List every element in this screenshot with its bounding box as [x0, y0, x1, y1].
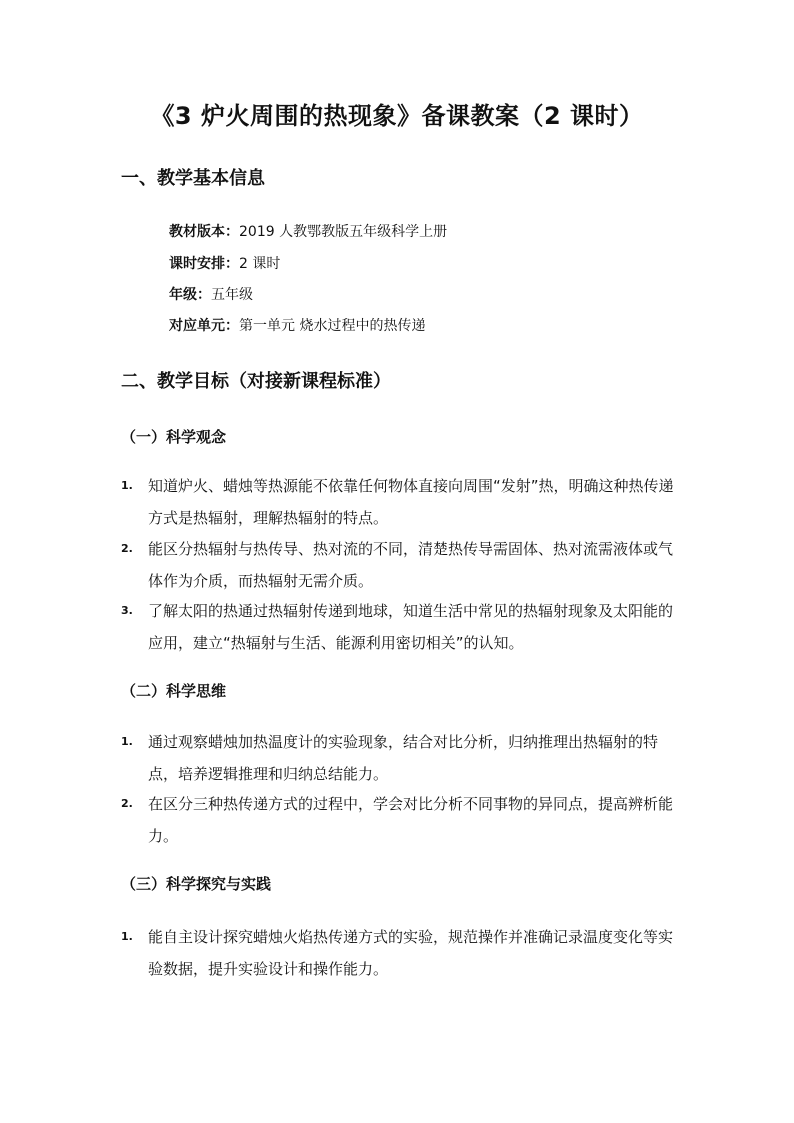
document-title: 《3 炉火周围的热现象》备课教案（2 课时）	[150, 102, 644, 130]
subsection-heading-science-concepts: （一）科学观念	[121, 428, 227, 446]
subsection-heading-science-thinking: （二）科学思维	[121, 682, 227, 700]
section-heading-teaching-goals: 二、教学目标（对接新课程标准）	[121, 371, 391, 392]
list-item	[121, 921, 681, 985]
info-key: 对应单元：	[169, 318, 239, 334]
info-row-unit	[169, 315, 425, 337]
list-item-text: 在区分三种热传递方式的过程中，学会对比分析不同事物的异同点，提高辨析能力。	[148, 795, 674, 845]
list-item	[121, 788, 681, 852]
list-item-number: 1.	[121, 479, 133, 492]
info-value: 2019 人教鄂教版五年级科学上册	[239, 224, 448, 240]
list-item-number: 3.	[121, 604, 133, 617]
list-item	[121, 595, 681, 659]
info-key: 课时安排：	[169, 256, 239, 272]
section-heading-basic-info: 一、教学基本信息	[121, 168, 265, 189]
list-item	[121, 726, 681, 790]
list-item	[121, 533, 681, 597]
info-row-textbook	[169, 221, 447, 243]
list-item-number: 2.	[121, 542, 133, 555]
list-item-text: 能自主设计探究蜡烛火焰热传递方式的实验，规范操作并准确记录温度变化等实验数据，提升实验设计和操作能力。	[148, 928, 674, 978]
info-row-schedule	[169, 253, 280, 275]
info-key: 年级：	[169, 287, 211, 303]
list-item-text: 能区分热辐射与热传导、热对流的不同，清楚热传导需固体、热对流需液体或气体作为介质，而热辐射无需介质。	[148, 540, 674, 590]
list-item-text: 了解太阳的热通过热辐射传递到地球，知道生活中常见的热辐射现象及太阳能的应用，建立“热辐射与生活、能源利用密切相关”的认知。	[148, 602, 674, 652]
list-item	[121, 470, 681, 534]
list-item-number: 1.	[121, 930, 133, 943]
info-row-grade	[169, 284, 253, 306]
subsection-heading-inquiry-practice: （三）科学探究与实践	[121, 875, 272, 893]
list-item-text: 通过观察蜡烛加热温度计的实验现象，结合对比分析，归纳推理出热辐射的特点，培养逻辑推理和归纳总结能力。	[148, 733, 659, 783]
info-value: 2 课时	[239, 256, 281, 272]
list-item-text: 知道炉火、蜡烛等热源能不依靠任何物体直接向周围“发射”热，明确这种热传递方式是热辐射，理解热辐射的特点。	[148, 477, 674, 527]
info-value: 第一单元 烧水过程中的热传递	[239, 318, 426, 334]
info-key: 教材版本：	[169, 224, 239, 240]
list-item-number: 1.	[121, 735, 133, 748]
info-value: 五年级	[211, 287, 253, 303]
list-item-number: 2.	[121, 797, 133, 810]
